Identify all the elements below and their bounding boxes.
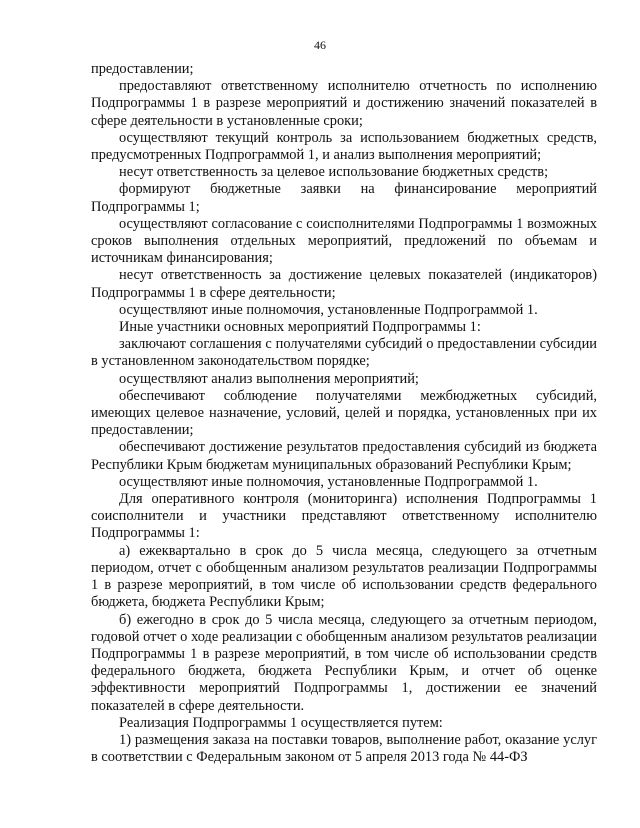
paragraph: осуществляют иные полномочия, установленные Подпрограммой 1. [119,301,538,318]
paragraph: Иные участники основных мероприятий Подпрограммы 1: [119,319,481,336]
paragraph: предоставлении; [91,61,194,77]
paragraph: Реализация Подпрограммы 1 осуществляется путем: [119,714,443,731]
paragraph: обеспечивают достижение результатов предоставления субсидий из бюджета Республики Крым бюджетам муниципальных образований Республики Крым; [91,439,597,473]
paragraph: 1) размещения заказа на поставки товаров, выполнение работ, оказание услуг в соответствии с Федеральным законом от 5 апреля 2013 года № 44-ФЗ [91,731,597,766]
paragraph: несут ответственность за целевое использование бюджетных средств; [119,164,549,181]
paragraph: Для оперативного контроля (мониторинга) исполнения Подпрограммы 1 соисполнители и участники представляют ответственному исполнителю Подпрограммы 1: [91,491,597,542]
paragraph: осуществляют анализ выполнения мероприятий; [119,370,419,387]
paragraph: осуществляют согласование с соисполнителями Подпрограммы 1 возможных сроков выполнения отдельных мероприятий, предложений по объемам и источникам финансирования; [91,215,597,267]
paragraph: предоставляют ответственному исполнителю отчетность по исполнению Подпрограммы 1 в разрезе мероприятий и достижению значений показателей в сфере деятельности в установленные сроки; [91,78,597,129]
paragraph: осуществляют текущий контроль за использованием бюджетных средств, предусмотренных Подпрограммой 1, и анализ выполнения мероприятий; [91,129,597,164]
paragraph: б) ежегодно в срок до 5 числа месяца, следующего за отчетным периодом, годовой отчет о ходе реализации с обобщенным анализом результатов реализации Подпрограммы 1 в разрезе мероприятий, в том числе об использовании средств федерального бюджета, бюджета Республики Крым, и отчет об оценке эффективности мероприятий Подпрограммы 1, достижении ее значений показателей в сфере деятельности. [91,611,597,714]
page-number: 46 [314,38,326,52]
paragraph: обеспечивают соблюдение получателями межбюджетных субсидий, имеющих целевое назначение, условий, целей и порядка, установленных при их предоставлении; [91,387,597,439]
paragraph: заключают соглашения с получателями субсидий о предоставлении субсидии в установленном законодательством порядке; [91,336,597,370]
paragraph: а) ежеквартально в срок до 5 числа месяца, следующего за отчетным периодом, отчет с обобщенным анализом результатов реализации Подпрограммы 1 в разрезе мероприятий, в том числе об использовании средств федерального бюджета, бюджета Республики Крым; [91,542,597,611]
body-text [91,61,597,766]
paragraph: осуществляют иные полномочия, установленные Подпрограммой 1. [119,473,538,490]
paragraph: формируют бюджетные заявки на финансирование мероприятий Подпрограммы 1; [91,181,597,215]
paragraph: несут ответственность за достижение целевых показателей (индикаторов) Подпрограммы 1 в сфере деятельности; [91,267,597,301]
